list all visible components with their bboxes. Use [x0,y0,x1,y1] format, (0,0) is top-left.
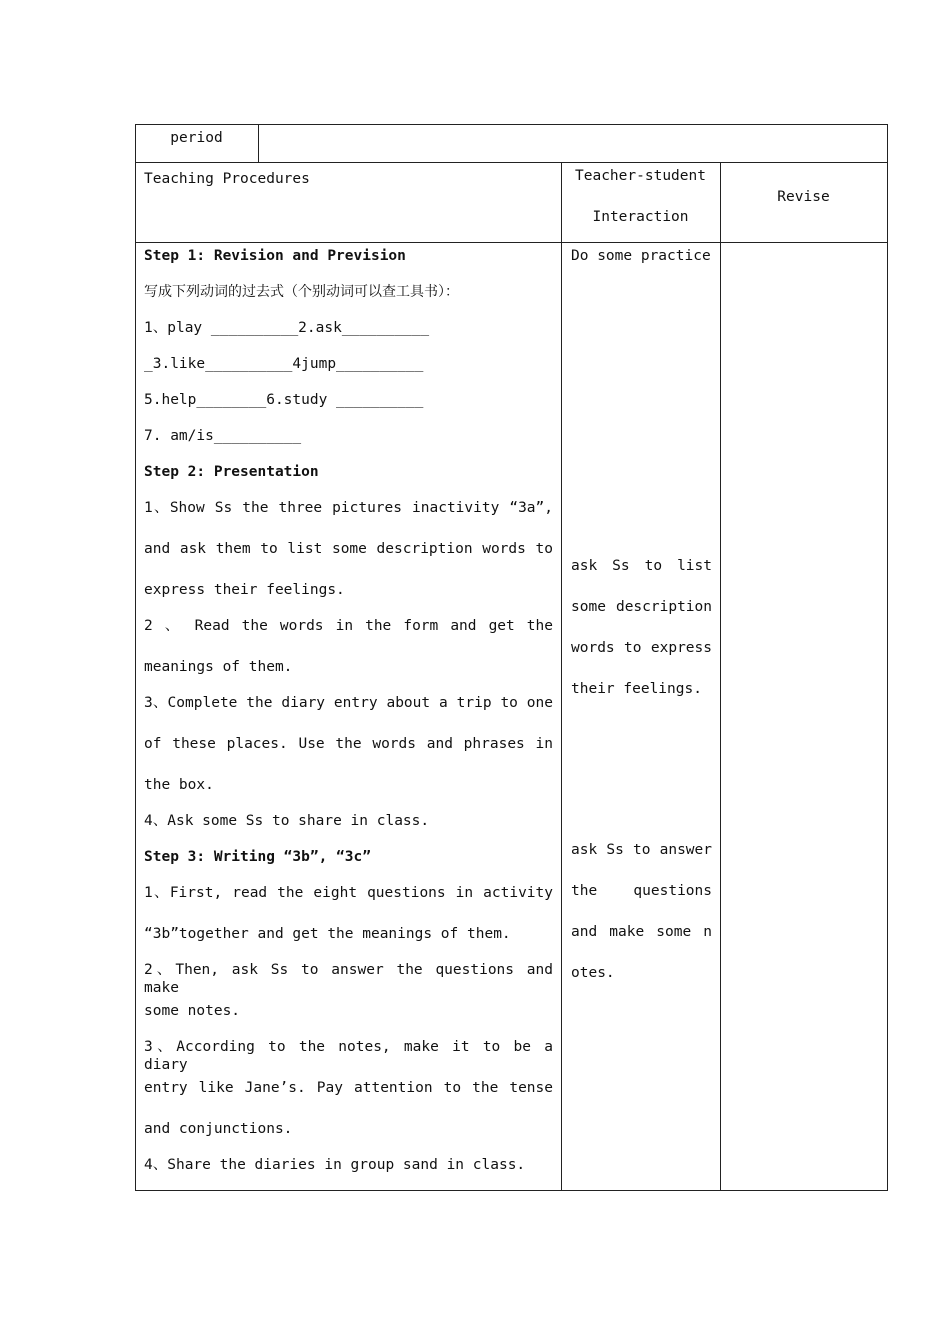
step3-p2-line2: some notes. [144,1003,241,1019]
step3-title: Step 3: Writing “3b”, “3c” [144,849,371,865]
step3-p1-line1: 1、First, read the eight questions in activity [144,885,553,901]
interaction-note-practice: Do some practice [571,248,711,264]
step2-title: Step 2: Presentation [144,464,319,480]
step3-p4: 4、Share the diaries in group sand in class. [144,1157,526,1173]
step3-p3-line2: entry like Jane’s. Pay attention to the tense [144,1080,553,1096]
step1-line1: 1、play __________2.ask__________ [144,320,430,336]
step1-line2: _3.like__________4jump__________ [144,356,424,372]
step1-line4: 7. am/is__________ [144,428,302,444]
interaction-note3-line3: and make some n [571,924,712,940]
step3-p3-line3: and conjunctions. [144,1121,293,1137]
period-label-text: period [170,130,223,146]
step2-p3-line1: 3、Complete the diary entry about a trip to one [144,695,553,711]
interaction-note2-line4: their feelings. [571,681,702,697]
interaction-note2-line1: ask Ss to list [571,558,712,574]
row-divider-1 [135,162,888,163]
row-divider-2 [135,242,888,243]
step2-p4: 4、Ask some Ss to share in class. [144,813,430,829]
interaction-note3-line4: otes. [571,965,615,981]
header-interaction-line1: Teacher-student [575,168,706,184]
header-teaching-procedures: Teaching Procedures [144,171,310,187]
step3-p3-line1: 3、According to the notes, make it to be a diary [144,1039,553,1073]
col-divider-procedures [561,162,562,1191]
interaction-note3-line2: the questions [571,883,712,899]
step2-p2-line1: 2 、 Read the words in the form and get the [144,618,553,634]
step2-p2-line2: meanings of them. [144,659,293,675]
step3-p2-line1: 2、Then, ask Ss to answer the questions and make [144,962,553,996]
step1-title: Step 1: Revision and Prevision [144,248,406,264]
interaction-note3-line1: ask Ss to answer [571,842,712,858]
header-interaction-line2: Interaction [592,209,689,225]
step2-p1-line2: and ask them to list some description words to [144,541,553,557]
step2-p3-line2: of these places. Use the words and phrases in [144,736,553,752]
col-divider-interaction [720,162,721,1191]
col-divider-period [258,124,259,162]
step3-p1-line2: “3b”together and get the meanings of them. [144,926,511,942]
step2-p1-line1: 1、Show Ss the three pictures inactivity “3a”, [144,500,553,516]
step1-line3: 5.help________6.study __________ [144,392,424,408]
interaction-note2-line3: words to express [571,640,712,656]
header-revise: Revise [777,189,830,205]
step2-p3-line3: the box. [144,777,214,793]
step2-p1-line3: express their feelings. [144,582,345,598]
step1-instruction: 写成下列动词的过去式（个别动词可以查工具书）： [144,284,459,300]
interaction-note2-line2: some description [571,599,712,615]
